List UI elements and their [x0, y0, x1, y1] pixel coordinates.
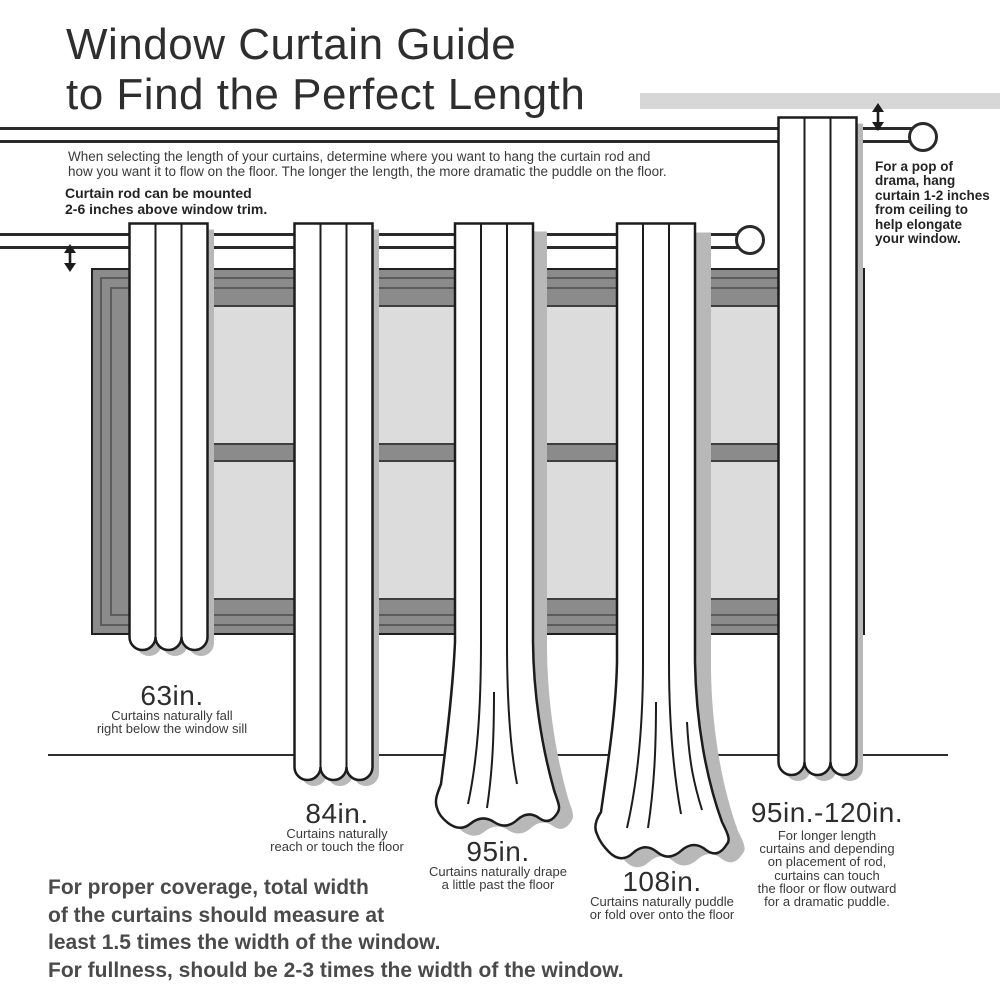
rod-note-line-1: Curtain rod can be mounted: [65, 185, 252, 201]
length-label-108in: 108in.: [622, 866, 702, 897]
curtain-84in: [293, 222, 385, 788]
curtain-108in: [575, 222, 750, 872]
ceiling-note-line: your window.: [875, 231, 961, 247]
double-arrow-icon: [61, 244, 79, 272]
intro-paragraph: [68, 150, 667, 179]
double-arrow-icon: [869, 103, 887, 131]
length-desc-84in: [237, 827, 437, 853]
ceiling-note-line: curtain 1-2 inches: [875, 187, 990, 203]
desc-line: curtains and depending: [759, 841, 895, 857]
page-title: [66, 20, 585, 120]
desc-line: a little past the floor: [441, 877, 555, 893]
desc-line: curtains can touch: [774, 867, 880, 883]
intro-line-2: how you want it to flow on the floor. The longer the length, the more dramatic the puddle on the floor.: [68, 163, 667, 179]
title-line-2: to Find the Perfect Length: [66, 70, 586, 119]
desc-line: on placement of rod,: [767, 854, 887, 870]
footer-line: For fullness, should be 2-3 times the width of the window.: [48, 958, 624, 982]
length-label-95-120in: 95in.-120in.: [750, 797, 904, 828]
desc-line: Curtains naturally: [286, 826, 388, 841]
desc-line: For longer length: [777, 828, 877, 843]
footer-line: of the curtains should measure at: [48, 903, 385, 927]
rod-note-line-2: 2-6 inches above window trim.: [65, 201, 268, 217]
title-line-1: Window Curtain Guide: [66, 20, 517, 69]
length-desc-63in: [52, 709, 292, 735]
footer-line: For proper coverage, total width: [48, 876, 369, 899]
ceiling-rod-finial-icon: [908, 122, 938, 152]
ceiling-note-line: drama, hang: [875, 173, 956, 189]
curtain-95in: [420, 222, 580, 862]
desc-line: the floor or flow outward: [757, 880, 897, 896]
desc-line: Curtains naturally puddle: [590, 894, 734, 909]
length-desc-95-120in: [732, 829, 922, 908]
length-label-63in: 63in.: [140, 680, 204, 711]
desc-line: reach or touch the floor: [270, 839, 404, 855]
ceiling-note-line: help elongate: [875, 216, 963, 232]
curtain-63in: [128, 222, 220, 658]
rod-mounting-note: [65, 185, 267, 217]
length-label-95in: 95in.: [466, 836, 530, 867]
coverage-note: [48, 874, 624, 984]
ceiling-note-line: For a pop of: [875, 159, 953, 174]
intro-line-1: When selecting the length of your curtains, determine where you want to hang the curtain rod and: [68, 149, 651, 164]
desc-line: right below the window sill: [96, 721, 248, 737]
length-label-84in: 84in.: [305, 798, 369, 829]
desc-line: for a dramatic puddle.: [764, 894, 890, 910]
ceiling-note-line: from ceiling to: [875, 202, 969, 218]
desc-line: or fold over onto the floor: [589, 907, 735, 923]
footer-line: least 1.5 times the width of the window.: [48, 931, 441, 954]
curtain-95in-120in: [777, 116, 869, 784]
ceiling-curtain-rod: [0, 127, 912, 143]
desc-line: Curtains naturally fall: [111, 708, 233, 723]
ceiling-strip: [640, 93, 1000, 109]
desc-line: Curtains naturally drape: [428, 864, 568, 879]
ceiling-hang-note: [875, 160, 1000, 246]
